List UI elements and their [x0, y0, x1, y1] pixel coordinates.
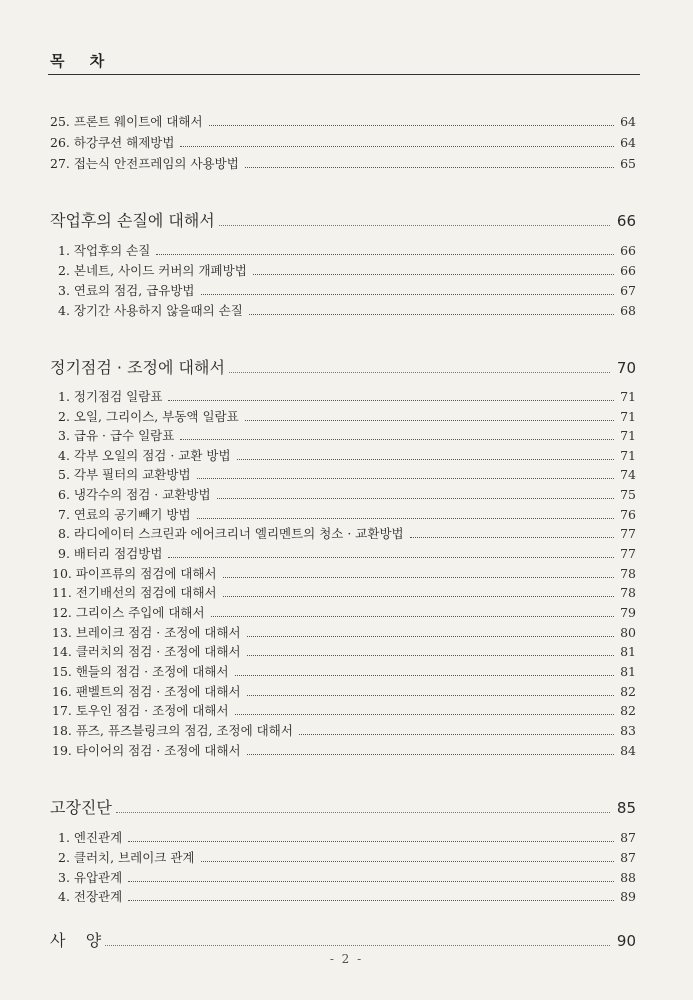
toc-section-page: 90 — [616, 932, 636, 950]
toc-entry — [52, 664, 636, 680]
toc-entry — [58, 263, 636, 279]
toc-entry — [58, 507, 636, 523]
toc-entry-page: 82 — [620, 703, 636, 718]
toc-entry-label: 1. 정기점검 일람표 — [58, 389, 163, 404]
toc-entry — [52, 723, 636, 739]
toc-entry-label: 26. 하강쿠션 해제방법 — [50, 135, 175, 150]
toc-entry — [58, 448, 636, 464]
toc-entry-label: 27. 접는식 안전프레임의 사용방법 — [50, 156, 239, 171]
toc-entry — [50, 156, 636, 172]
toc-section — [50, 211, 636, 231]
toc-entry-page: 64 — [620, 135, 636, 150]
toc-entry — [58, 467, 636, 483]
toc-entry-label: 6. 냉각수의 점검 · 교환방법 — [58, 487, 211, 502]
toc-entry-page: 66 — [620, 243, 636, 258]
toc-entry — [58, 526, 636, 542]
toc-entry-label: 16. 팬벨트의 점검 · 조정에 대해서 — [52, 684, 241, 699]
toc-entry-page: 66 — [620, 263, 636, 278]
dot-leader — [217, 498, 614, 499]
toc-entry-page: 88 — [620, 870, 636, 885]
dot-leader — [247, 695, 614, 696]
toc-section-page: 70 — [616, 359, 636, 377]
toc-section — [50, 358, 636, 378]
toc-entry — [58, 870, 636, 886]
toc-entry-label: 2. 본네트, 사이드 커버의 개폐방법 — [58, 263, 247, 278]
toc-entry-label: 18. 퓨즈, 퓨즈블링크의 점검, 조정에 대해서 — [52, 723, 293, 738]
toc-entry-label: 5. 각부 필터의 교환방법 — [58, 467, 191, 482]
toc-entry — [52, 566, 636, 582]
page-number-footer: - 2 - — [329, 952, 364, 966]
toc-entry-label: 11. 전기배선의 점검에 대해서 — [52, 585, 217, 600]
toc-entry-label: 12. 그리이스 주입에 대해서 — [52, 605, 205, 620]
dot-leader — [249, 314, 614, 315]
toc-entry-label: 14. 클러치의 점검 · 조정에 대해서 — [52, 644, 241, 659]
dot-leader — [180, 146, 614, 147]
toc-entry-label: 17. 토우인 점검 · 조정에 대해서 — [52, 703, 229, 718]
dot-leader — [219, 225, 610, 226]
toc-entry — [58, 243, 636, 259]
toc-entry — [52, 743, 636, 759]
toc-entry-label: 1. 엔진관계 — [58, 830, 123, 845]
toc-entry-page: 65 — [620, 156, 636, 171]
toc-entry — [52, 625, 636, 641]
dot-leader — [128, 841, 614, 842]
toc-entry-page: 81 — [620, 644, 636, 659]
toc-entry-page: 67 — [620, 283, 636, 298]
dot-leader — [168, 557, 614, 558]
toc-entry-label: 1. 작업후의 손질 — [58, 243, 151, 258]
dot-leader — [223, 596, 614, 597]
toc-entry-label: 10. 파이프류의 점검에 대해서 — [52, 566, 217, 581]
dot-leader — [211, 616, 614, 617]
toc-entry-label: 7. 연료의 공기빼기 방법 — [58, 507, 191, 522]
toc-entry-page: 83 — [620, 723, 636, 738]
toc-entry-page: 77 — [620, 546, 636, 561]
dot-leader — [116, 812, 610, 813]
toc-entry-label: 8. 라디에이터 스크린과 에어크리너 엘리멘트의 청소 · 교환방법 — [58, 526, 404, 541]
toc-entry-label: 19. 타이어의 점검 · 조정에 대해서 — [52, 743, 241, 758]
dot-leader — [105, 945, 610, 946]
toc-entry-page: 71 — [620, 448, 636, 463]
dot-leader — [299, 734, 614, 735]
toc-section-page: 85 — [616, 799, 636, 817]
dot-leader — [156, 254, 614, 255]
toc-entry — [52, 605, 636, 621]
toc-entry — [58, 889, 636, 905]
dot-leader — [247, 754, 614, 755]
toc-entry-page: 71 — [620, 428, 636, 443]
toc-entry — [58, 389, 636, 405]
toc-section-page: 66 — [616, 212, 636, 230]
toc-entry — [58, 830, 636, 846]
header-divider — [48, 74, 640, 75]
toc-entry-page: 78 — [620, 566, 636, 581]
toc-entry — [52, 585, 636, 601]
dot-leader — [128, 881, 614, 882]
toc-entry-label: 25. 프론트 웨이트에 대해서 — [50, 114, 203, 129]
dot-leader — [209, 125, 614, 126]
toc-entry-page: 87 — [620, 850, 636, 865]
toc-section-label: 고장진단 — [50, 798, 112, 817]
toc-entry — [50, 135, 636, 151]
toc-entry-label: 3. 연료의 점검, 급유방법 — [58, 283, 195, 298]
dot-leader — [247, 655, 614, 656]
dot-leader — [180, 439, 614, 440]
toc-entry-page: 78 — [620, 585, 636, 600]
toc-section-label: 정기점검 · 조정에 대해서 — [50, 358, 225, 377]
toc-entry — [52, 644, 636, 660]
toc-entry — [52, 703, 636, 719]
toc-entry-page: 87 — [620, 830, 636, 845]
toc-entry-page: 64 — [620, 114, 636, 129]
toc-entry-label: 4. 각부 오일의 점검 · 교환 방법 — [58, 448, 231, 463]
toc-entry — [58, 850, 636, 866]
toc-entry-label: 2. 클러치, 브레이크 관계 — [58, 850, 195, 865]
toc-entry-label: 9. 배터리 점검방법 — [58, 546, 163, 561]
toc-entry-page: 74 — [620, 467, 636, 482]
dot-leader — [197, 518, 614, 519]
toc-entry-label: 15. 핸들의 점검 · 조정에 대해서 — [52, 664, 229, 679]
dot-leader — [410, 537, 614, 538]
dot-leader — [247, 636, 614, 637]
toc-entry-label: 3. 유압관계 — [58, 870, 123, 885]
toc-entry-page: 79 — [620, 605, 636, 620]
toc-section-label: 사 양 — [50, 931, 102, 950]
dot-leader — [237, 459, 614, 460]
toc-entry-page: 71 — [620, 409, 636, 424]
toc-entry — [58, 428, 636, 444]
toc-entry-label: 2. 오일, 그리이스, 부동액 일람표 — [58, 409, 239, 424]
toc-entry-label: 4. 전장관계 — [58, 889, 123, 904]
toc-section-label: 작업후의 손질에 대해서 — [50, 211, 215, 230]
toc-entry — [58, 409, 636, 425]
toc-entry-page: 80 — [620, 625, 636, 640]
toc-entry — [52, 684, 636, 700]
toc-entry-page: 75 — [620, 487, 636, 502]
dot-leader — [229, 372, 610, 373]
dot-leader — [168, 400, 614, 401]
dot-leader — [223, 577, 614, 578]
toc-entry-page: 77 — [620, 526, 636, 541]
dot-leader — [245, 167, 614, 168]
toc-entry-label: 4. 장기간 사용하지 않을때의 손질 — [58, 303, 243, 318]
toc-entry-label: 3. 급유 · 급수 일람표 — [58, 428, 175, 443]
toc-entry-page: 82 — [620, 684, 636, 699]
toc-section — [50, 798, 636, 818]
dot-leader — [201, 294, 615, 295]
toc-entry-page: 76 — [620, 507, 636, 522]
dot-leader — [245, 420, 614, 421]
toc-entry-label: 13. 브레이크 점검 · 조정에 대해서 — [52, 625, 241, 640]
toc-section — [50, 931, 636, 951]
dot-leader — [253, 274, 614, 275]
toc-entry-page: 84 — [620, 743, 636, 758]
dot-leader — [235, 675, 614, 676]
toc-entry-page: 68 — [620, 303, 636, 318]
page-title: 목 차 — [50, 52, 115, 70]
toc-entry-page: 71 — [620, 389, 636, 404]
dot-leader — [201, 861, 615, 862]
toc-entry — [58, 283, 636, 299]
toc-entry — [58, 303, 636, 319]
toc-entry — [58, 487, 636, 503]
toc-entry-page: 89 — [620, 889, 636, 904]
toc-entry — [50, 114, 636, 130]
dot-leader — [128, 900, 614, 901]
toc-entry-page: 81 — [620, 664, 636, 679]
dot-leader — [235, 714, 614, 715]
dot-leader — [197, 478, 614, 479]
toc-entry — [58, 546, 636, 562]
